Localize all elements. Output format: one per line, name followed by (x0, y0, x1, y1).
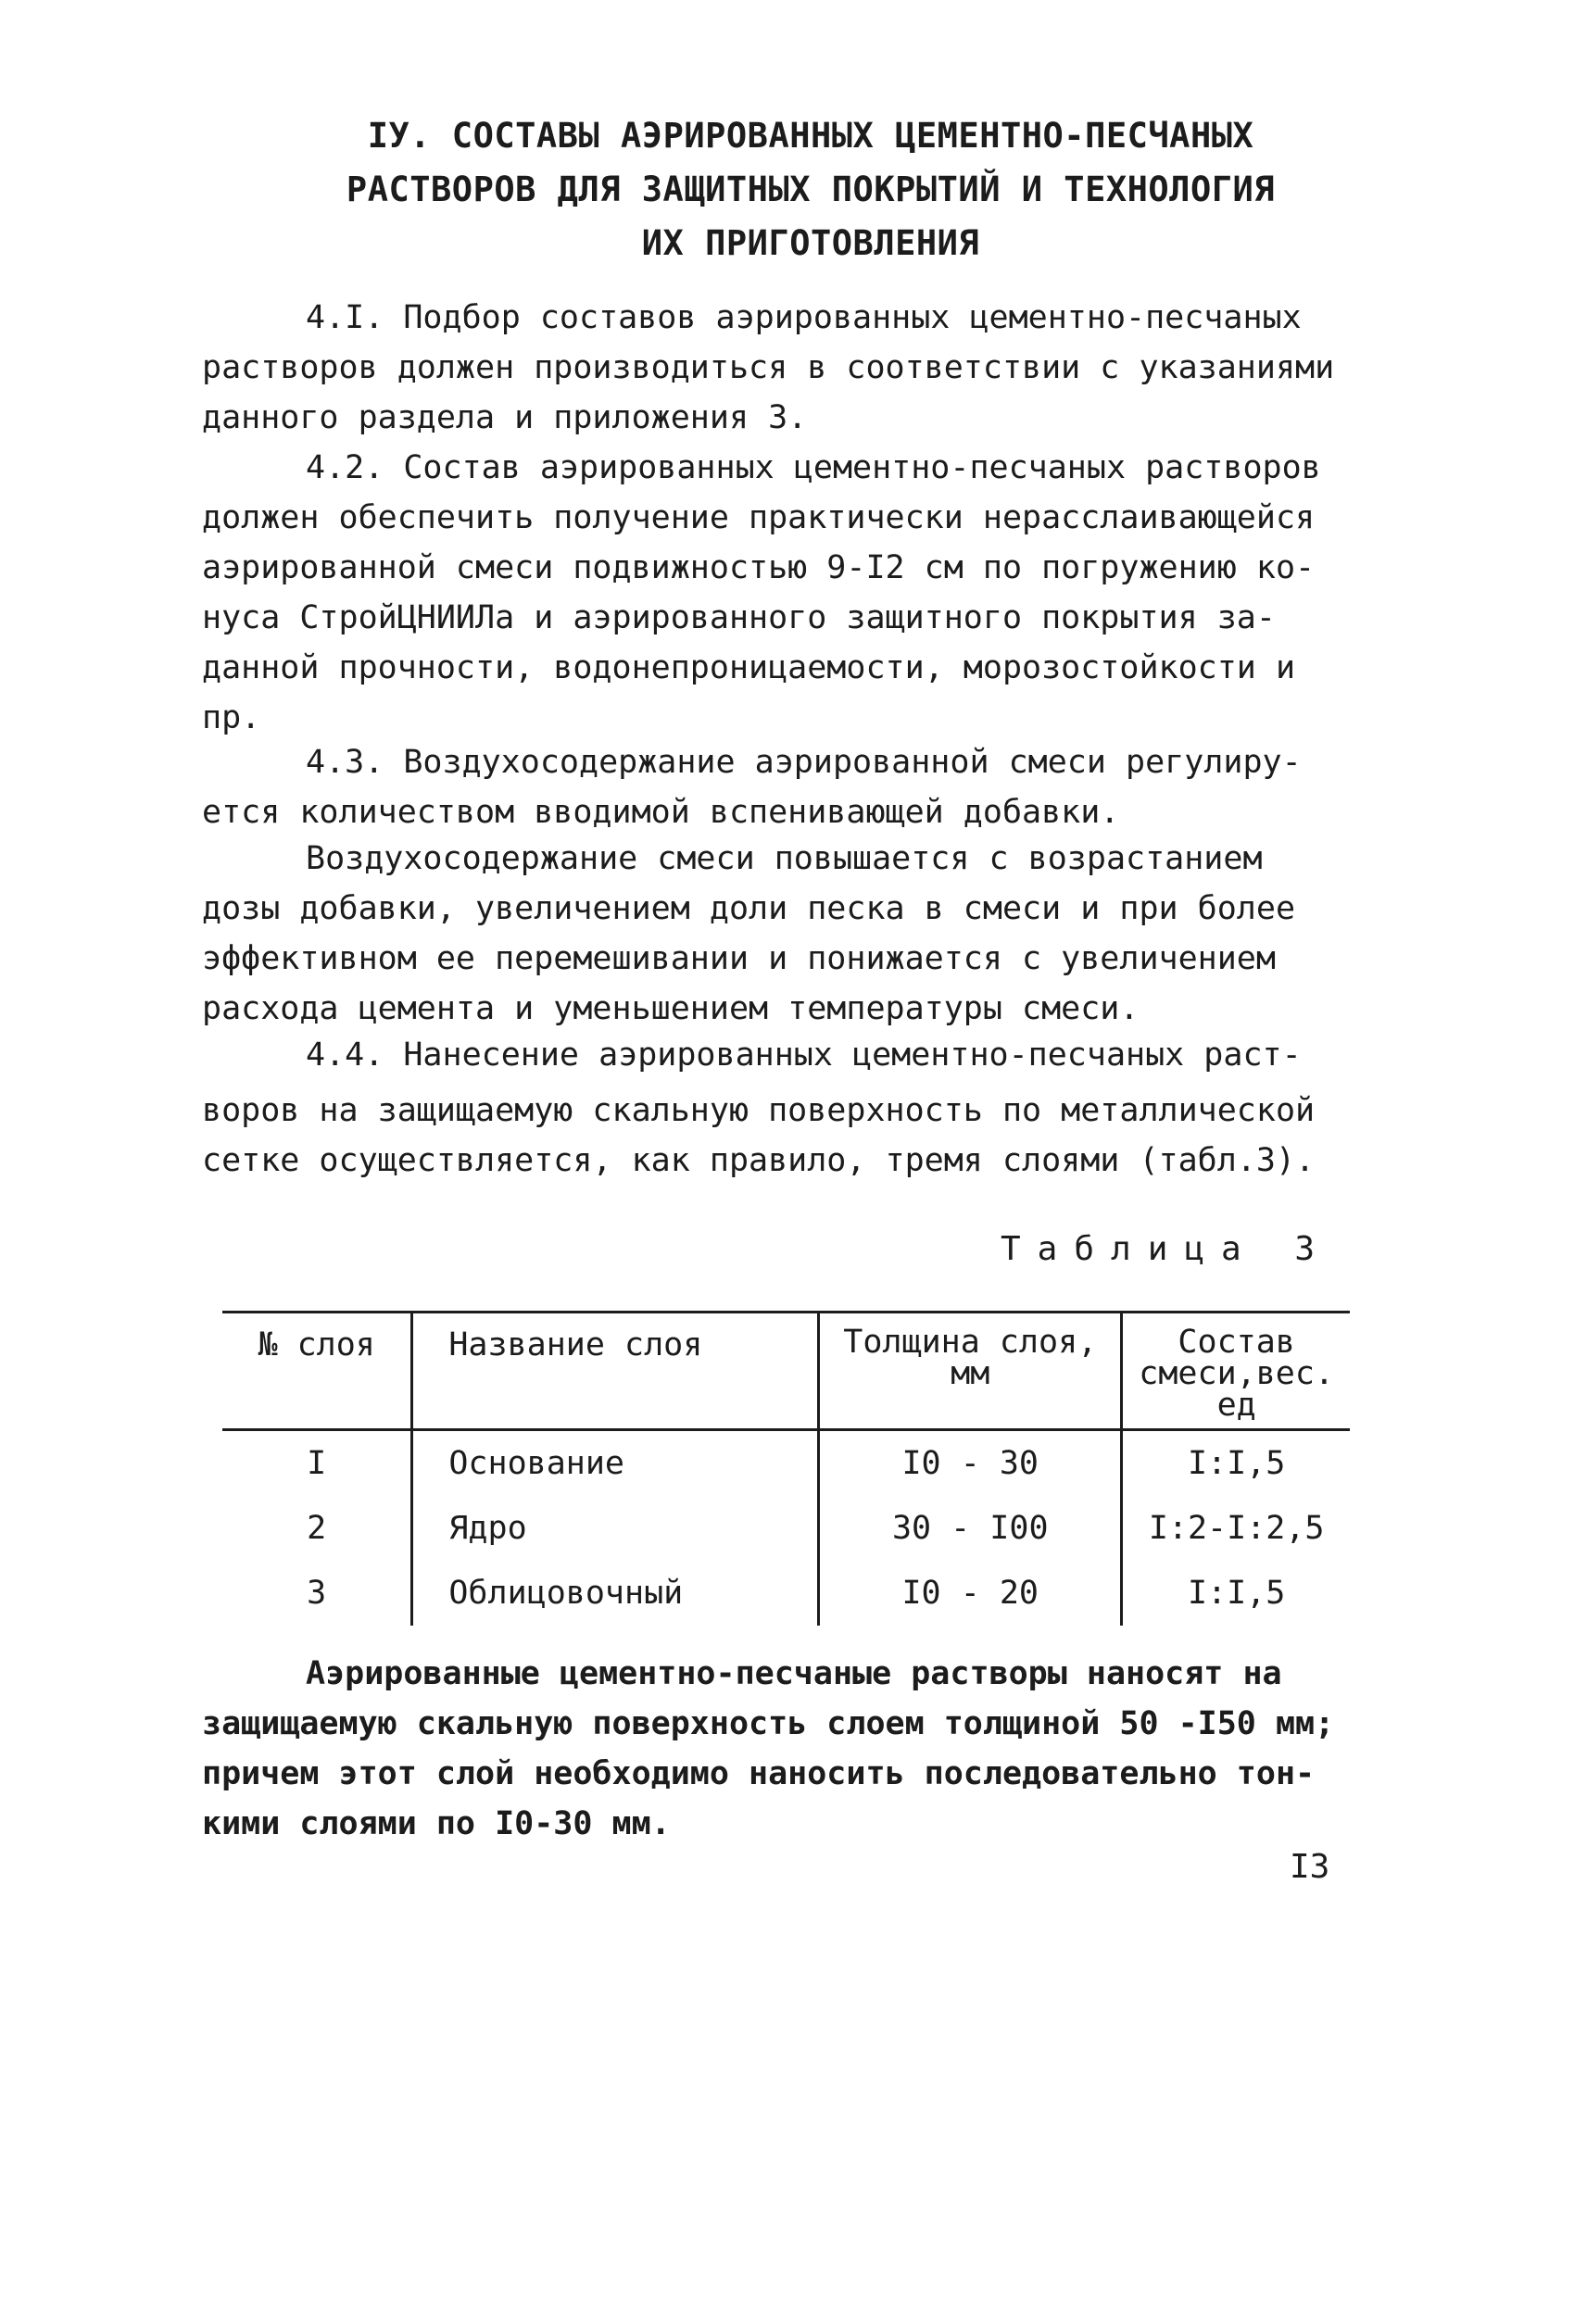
text-line: 4.4. Нанесение аэрированных цементно-песчаных раст- (306, 1036, 1302, 1074)
header-layer-name: Название слоя (412, 1313, 819, 1430)
header-mix-composition (1122, 1313, 1350, 1430)
heading-line: ИХ ПРИГОТОВЛЕНИЯ (641, 223, 980, 263)
text-line: Аэрированные цементно-песчаные растворы наносят на (306, 1655, 1282, 1692)
table-cell: I (307, 1445, 327, 1482)
text-line: данной прочности, водонепроницаемости, морозостойкости и (202, 649, 1296, 686)
table-cell: 3 (307, 1575, 327, 1612)
table-row (222, 1561, 1350, 1626)
table-3 (222, 1311, 1350, 1626)
text-line: воров на защищаемую скальную поверхность по металлической (202, 1092, 1316, 1129)
section-heading (278, 109, 1343, 270)
paragraph-4-1 (202, 293, 1379, 443)
table-cell: Облицовочный (412, 1561, 819, 1626)
table-caption: Таблица 3 (1001, 1230, 1332, 1268)
text-line: 4.3. Воздухосодержание аэрированной смеси регулиру- (306, 744, 1302, 781)
table-header-row (222, 1313, 1350, 1430)
paragraph-final (202, 1649, 1379, 1849)
table-cell: I:I,5 (1122, 1430, 1350, 1497)
text-line: растворов должен производиться в соответствии с указаниями (202, 349, 1335, 386)
text-line: Воздухосодержание смеси повышается с возрастанием (306, 840, 1263, 877)
text-line: дозы добавки, увеличением доли песка в смеси и при более (202, 890, 1296, 927)
text-line: 4.I. Подбор составов аэрированных цементно-песчаных (306, 299, 1302, 336)
text-line: пр. (202, 699, 261, 736)
table-cell: I:I,5 (1122, 1561, 1350, 1626)
paragraph-air-content (202, 834, 1379, 1034)
text-line: нуса СтройЦНИИЛа и аэрированного защитного покрытия за- (202, 599, 1276, 636)
table-cell: I:2-I:2,5 (1122, 1496, 1350, 1561)
table-row (222, 1496, 1350, 1561)
header-text: ед (1216, 1387, 1256, 1424)
heading-line: IУ. СОСТАВЫ АЭРИРОВАННЫХ ЦЕМЕНТНО-ПЕСЧАНЫХ (367, 116, 1254, 156)
header-layer-number: № слоя (222, 1313, 412, 1430)
text-line: причем этот слой необходимо наносить последовательно тон- (202, 1755, 1316, 1792)
text-line: 4.2. Состав аэрированных цементно-песчаных растворов (306, 449, 1321, 486)
text-line: кими слоями по I0-30 мм. (202, 1805, 671, 1842)
text-line: ется количеством вводимой вспенивающей добавки. (202, 794, 1120, 831)
table-cell: I0 - 20 (819, 1561, 1122, 1626)
text-line: должен обеспечить получение практически нерасслаивающейся (202, 499, 1316, 536)
header-text: Толщина слоя, (843, 1324, 1098, 1361)
table-cell: 30 - I00 (819, 1496, 1122, 1561)
header-layer-thickness (819, 1313, 1122, 1430)
text-line: аэрированной смеси подвижностью 9-I2 см по погружению ко- (202, 549, 1316, 586)
header-text: Состав (1178, 1324, 1295, 1361)
text-line: эффективном ее перемешивании и понижается с увеличением (202, 940, 1276, 977)
text-line: сетке осуществляется, как правило, тремя слоями (табл.3). (202, 1142, 1316, 1179)
table-row (222, 1430, 1350, 1497)
table-cell: Основание (412, 1430, 819, 1497)
paragraph-4-4 (202, 1030, 1379, 1186)
paragraph-4-2 (202, 443, 1379, 743)
table-cell: I0 - 30 (819, 1430, 1122, 1497)
heading-line: РАСТВОРОВ ДЛЯ ЗАЩИТНЫХ ПОКРЫТИЙ И ТЕХНОЛОГИЯ (346, 170, 1276, 209)
text-line: расхода цемента и уменьшением температуры смеси. (202, 990, 1140, 1027)
table-cell: Ядро (412, 1496, 819, 1561)
table-cell: 2 (307, 1510, 327, 1547)
header-text: мм (951, 1355, 990, 1392)
paragraph-4-3 (202, 737, 1379, 837)
text-line: защищаемую скальную поверхность слоем толщиной 50 -I50 мм; (202, 1705, 1335, 1742)
text-line: данного раздела и приложения 3. (202, 399, 808, 436)
page-number: I3 (1290, 1848, 1330, 1886)
header-text: смеси,вес. (1139, 1355, 1334, 1392)
